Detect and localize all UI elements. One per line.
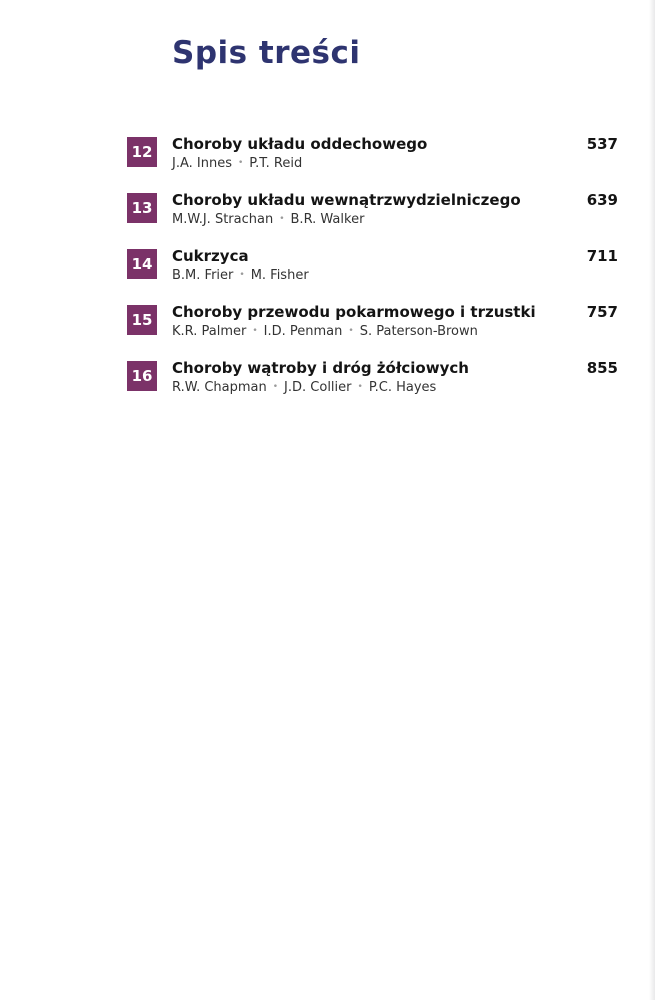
chapter-title: Choroby układu oddechowego [172, 135, 428, 153]
chapter-page-number: 639 [586, 191, 618, 209]
toc-entry[interactable] [127, 302, 622, 358]
toc-entry[interactable] [127, 246, 622, 302]
chapter-authors [172, 268, 309, 285]
chapter-authors [172, 380, 436, 397]
chapter-page-number: 757 [586, 303, 618, 321]
chapter-number-badge: 12 [127, 137, 157, 167]
author-separator: • [239, 270, 245, 280]
page-edge-shadow [649, 0, 655, 1000]
toc-entry[interactable] [127, 358, 622, 414]
toc-entry[interactable] [127, 134, 622, 190]
author-name: S. Paterson-Brown [359, 324, 478, 339]
chapter-authors [172, 324, 478, 341]
author-name: J.D. Collier [284, 380, 352, 395]
page-title: Spis treści [172, 35, 361, 71]
author-name: B.R. Walker [290, 212, 365, 227]
chapter-page-number: 711 [586, 247, 618, 265]
author-separator: • [237, 158, 244, 168]
author-separator: • [279, 214, 285, 224]
author-name: I.D. Penman [263, 324, 343, 339]
table-of-contents [127, 134, 622, 414]
chapter-page-number: 855 [586, 359, 618, 377]
chapter-authors [172, 156, 302, 173]
chapter-number-badge: 15 [127, 305, 157, 335]
chapter-number-badge: 16 [127, 361, 157, 391]
chapter-page-number: 537 [586, 135, 618, 153]
author-name: R.W. Chapman [172, 380, 267, 395]
chapter-number-badge: 13 [127, 193, 157, 223]
chapter-title: Choroby wątroby i dróg żółciowych [172, 359, 469, 377]
author-name: B.M. Frier [172, 268, 234, 283]
author-name: M.W.J. Strachan [172, 212, 274, 227]
chapter-title: Choroby układu wewnątrzwydzielniczego [172, 191, 521, 209]
chapter-title: Choroby przewodu pokarmowego i trzustki [172, 303, 536, 321]
chapter-title: Cukrzyca [172, 247, 249, 265]
author-separator: • [357, 382, 363, 392]
author-separator: • [252, 326, 258, 336]
author-name: P.T. Reid [249, 156, 303, 171]
toc-entry[interactable] [127, 190, 622, 246]
author-separator: • [272, 382, 279, 392]
author-name: M. Fisher [250, 268, 309, 283]
author-name: P.C. Hayes [368, 380, 437, 395]
chapter-number-badge: 14 [127, 249, 157, 279]
author-name: J.A. Innes [172, 156, 232, 171]
author-name: K.R. Palmer [172, 324, 247, 339]
chapter-authors [172, 212, 364, 229]
author-separator: • [348, 326, 354, 336]
